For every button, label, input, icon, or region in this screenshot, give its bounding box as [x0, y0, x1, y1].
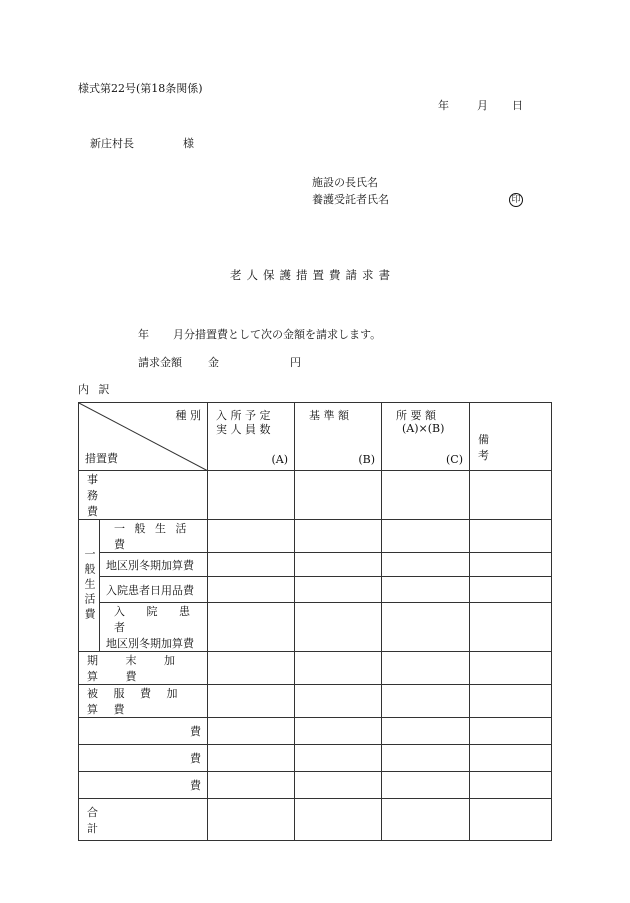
sub-ippan-label: 一 般 生 活 費 [100, 520, 208, 553]
body-text: 月分措置費として次の金額を請求します。 [173, 328, 382, 341]
claim-kin: 金 [208, 356, 219, 369]
sub-nyuin-cell [100, 603, 208, 652]
row-jimuhi-label: 事 務 費 [87, 473, 128, 518]
table-row [79, 603, 552, 652]
table-row [79, 772, 552, 799]
row-kimatsu-label: 期 末 加 算 費 [79, 652, 208, 685]
header-col-b [295, 403, 382, 471]
table-row [79, 553, 552, 577]
claim-yen: 円 [290, 356, 301, 369]
col-b-label: 基 準 額 [309, 409, 349, 422]
col-b-unit: (B) [358, 453, 375, 466]
sub-nichiyo-label: 入院患者日用品費 [100, 577, 208, 603]
row-blank3-label: 費 [79, 772, 208, 799]
table-row [79, 745, 552, 772]
addressee-honorific: 様 [183, 137, 194, 150]
section-label: 内 訳 [78, 383, 113, 396]
table-row [79, 471, 552, 520]
document-title: 老人保護措置費請求書 [230, 268, 395, 282]
col-c-formula: (A)×(B) [402, 422, 445, 435]
date-year: 年 [438, 99, 449, 112]
row-total-label: 合 計 [79, 799, 208, 841]
row-blank1-label: 費 [79, 718, 208, 745]
col-a-unit: (A) [271, 453, 288, 466]
col-c-label: 所 要 額 [396, 409, 436, 422]
claim-label: 請求金額 [138, 356, 182, 369]
breakdown-table [78, 402, 552, 841]
header-row [79, 403, 552, 471]
sub-nyuin-line2: 地区別冬期加算費 [106, 637, 194, 650]
corner-top-label: 種 別 [175, 409, 201, 422]
group-label-cell [79, 520, 100, 652]
caretaker-label: 養護受託者氏名 [312, 193, 389, 206]
sub-nyuin-line1: 入 院 患 者 [114, 605, 199, 634]
row-label [79, 471, 208, 520]
form-number: 様式第22号(第18条関係) [78, 82, 203, 95]
corner-bottom-label: 措置費 [85, 452, 118, 465]
seal-icon: 印 [509, 193, 523, 207]
date-month: 月 [477, 99, 488, 112]
table-row [79, 520, 552, 553]
addressee-name: 新庄村長 [90, 137, 134, 150]
header-col-c [382, 403, 470, 471]
group-label: 一般生活費 [83, 548, 96, 623]
col-c-unit: (C) [446, 453, 463, 466]
date-day: 日 [512, 99, 523, 112]
facility-head-label: 施設の長氏名 [312, 176, 378, 189]
col-a-line2: 実 人 員 数 [216, 423, 271, 436]
sub-chiku-label: 地区別冬期加算費 [100, 553, 208, 577]
row-hifuku-label: 被 服 費 加 算 費 [79, 685, 208, 718]
table-row [79, 652, 552, 685]
body-year: 年 [138, 328, 149, 341]
table-row [79, 685, 552, 718]
seal-mark [509, 192, 523, 207]
row-blank2-label: 費 [79, 745, 208, 772]
table-row [79, 718, 552, 745]
header-col-a [208, 403, 295, 471]
col-d-label: 備 考 [478, 433, 533, 462]
table-row [79, 577, 552, 603]
total-row [79, 799, 552, 841]
header-col-d [470, 403, 552, 471]
col-a-line1: 入 所 予 定 [216, 409, 271, 422]
corner-cell [79, 403, 208, 471]
